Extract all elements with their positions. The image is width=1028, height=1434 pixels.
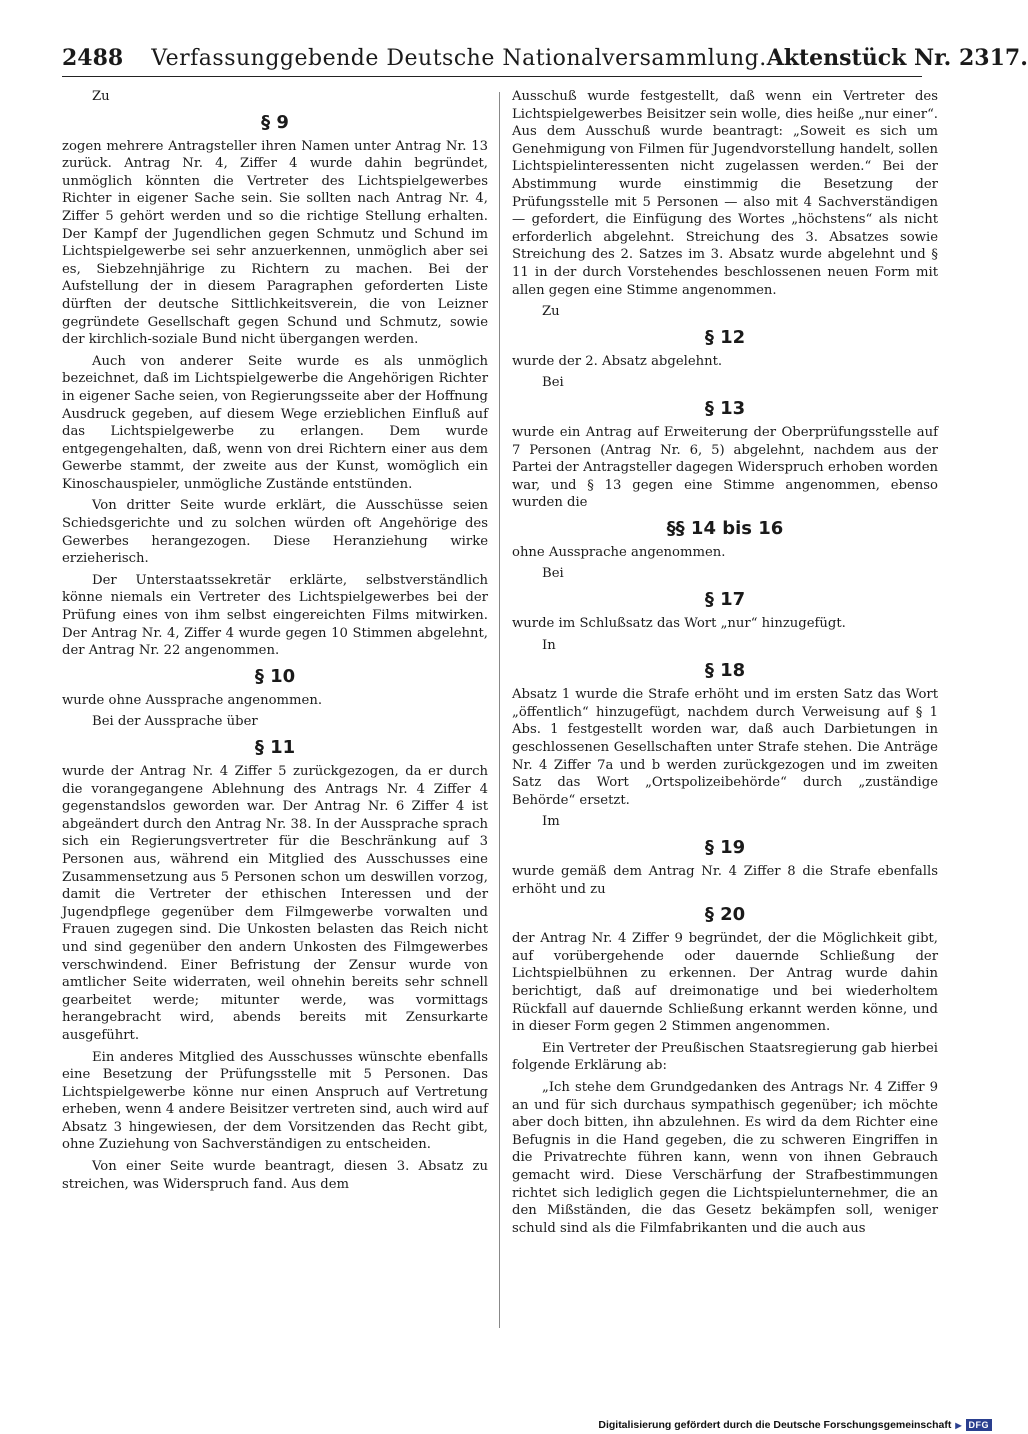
section-heading: § 9: [261, 111, 289, 133]
paragraph: wurde der 2. Absatz abgelehnt.: [512, 353, 723, 369]
section-intro: Bei: [542, 566, 564, 582]
paragraph: zogen mehrere Antragsteller ihren Namen unter Antrag Nr. 13 zurück. Antrag Nr. 4, Ziffer 4 wurde dahin begründet, unmöglich könnten die Vertreter des Lichtspielgewerbes Richter in eigener Sache sein. Sie sollten nach Antrag Nr. 4, Ziffer 5 gehört werden und so die richtige Stellung erhalten. Der Kampf der Jugendlichen gegen Schmutz und Schund im Lichtspielgewerbe sei sehr anzuerkennen, unmöglich aber sei es, Siebzehnjährige zu Richtern zu machen. Bei der Aufstellung der in diesem Paragraphen geforderten Liste dürften der deutsche Sittlichkeitsverein, die von Leizner gegründete Gesellschaft gegen Schund und Schmutz, sowie der kirchlich-soziale Bund nicht übergangen werden.: [62, 138, 488, 348]
page-header: [62, 44, 1028, 77]
section-intro: Bei: [542, 375, 564, 391]
section-intro: Zu: [92, 89, 110, 104]
section-heading: § 19: [704, 837, 746, 858]
page-title: Verfassunggebende Deutsche Nationalversammlung.: [151, 46, 767, 71]
arrow-icon: ▶: [955, 1420, 962, 1430]
column-divider: [499, 92, 500, 1328]
paragraph: Ein anderes Mitglied des Ausschusses wünschte ebenfalls eine Besetzung der Prüfungsstelle mit 5 Personen. Das Lichtspielgewerbe könne nur einen Anspruch auf Vertretung erheben, wenn 4 andere Beisitzer vertreten sind, auch wird auf Absatz 3 hingewiesen, der dem Vorsitzenden das Recht gibt, ohne Zuziehung von Sachverständigen zu entscheiden.: [62, 1049, 488, 1153]
dfg-logo: DFG: [966, 1419, 993, 1431]
section-intro: Im: [542, 814, 560, 830]
quotation: „Ich stehe dem Grundgedanken des Antrags Nr. 4 Ziffer 9 an und für sich durchaus sympathisch gegenüber; ich möchte aber doch bitten, ihn abzulehnen. Es wird da dem Richter eine Befugnis in die Hand gegeben, die zu schweren Eingriffen in die Privatrechte führen kann, wenn von ihnen Gebrauch gemacht wird. Diese Verschärfung der Strafbestimmungen richtet sich lediglich gegen die Lichtspielunternehmer, die an den Mißständen, die das Gesetz bekämpfen soll, weniger schuld sind als die Filmfabrikanten und die auch aus: [512, 1079, 938, 1236]
page-number: 2488: [62, 45, 124, 71]
paragraph: ohne Aussprache angenommen.: [512, 544, 726, 560]
paragraph: Von dritter Seite wurde erklärt, die Ausschüsse seien Schiedsgerichte und zu solchen würden oft Angehörige des Gewerbes herangezogen. Diese Heranziehung wirke erzieherisch.: [62, 498, 488, 567]
section-heading: § 18: [704, 660, 746, 682]
paragraph: Ausschuß wurde festgestellt, daß wenn ein Vertreter des Lichtspielgewerbes Beisitzer sein wolle, dies heiße „nur einer“. Aus dem Ausschuß wurde beantragt: „Soweit es sich um Genehmigung von Filmen für Jugendvorstellung handelt, sollen Lichtspielinteressenten nicht zugelassen werden.“ Bei der Abstimmung wurde einstimmig die Besetzung der Prüfungsstelle mit 5 Personen — also mit 4 Sachverständigen — gefordert, die Einfügung des Wortes „höchstens“ als nicht erforderlich abgelehnt. Streichung des 3. Absatzes sowie Streichung des 2. Satzes im 3. Absatz wurde abgelehnt und § 11 in der durch Vorstehendes beschlossenen neuen Form mit allen gegen eine Stimme angenommen.: [512, 89, 938, 298]
paragraph: wurde ohne Aussprache angenommen.: [62, 692, 323, 708]
paragraph: Absatz 1 wurde die Strafe erhöht und im ersten Satz das Wort „öffentlich“ hinzugefügt, nachdem durch Verweisung auf § 1 Abs. 1 festgestellt worden war, daß auch Darbietungen in geschlossenen Gesellschaften unter Strafe stehen. Die Anträge Nr. 4 Ziffer 7a und b werden zurückgezogen und im zweiten Satz das Wort „Ortspolizeibehörde“ durch „zuständige Behörde“ ersetzt.: [512, 687, 938, 808]
digitization-credit: [598, 1418, 992, 1432]
left-column: [62, 88, 488, 1340]
paragraph: der Antrag Nr. 4 Ziffer 9 begründet, der die Möglichkeit gibt, auf vorübergehende oder dauernde Schließung der Lichtspielbühnen zu erkennen. Der Antrag wurde dahin berichtigt, daß auf dreimonatige und bei wiederholtem Rückfall auf dauernde Schließung erkannt werden könne, und in dieser Form gegen 2 Stimmen angenommen.: [512, 931, 938, 1035]
document-number: Aktenstück Nr. 2317.: [766, 45, 1028, 71]
credit-text: Digitalisierung gefördert durch die Deutsche Forschungsgemeinschaft: [598, 1419, 952, 1431]
section-heading: § 10: [254, 665, 296, 687]
section-heading: § 13: [704, 397, 746, 419]
paragraph: Ein Vertreter der Preußischen Staatsregierung gab hierbei folgende Erklärung ab:: [512, 1040, 938, 1074]
section-intro: In: [542, 637, 556, 653]
section-intro: Zu: [542, 304, 560, 320]
paragraph: wurde im Schlußsatz das Wort „nur“ hinzugefügt.: [512, 616, 846, 632]
section-heading: § 12: [704, 326, 746, 348]
section-heading: § 11: [254, 737, 296, 758]
right-column: [512, 88, 938, 1340]
paragraph: wurde gemäß dem Antrag Nr. 4 Ziffer 8 die Strafe ebenfalls erhöht und zu: [512, 864, 938, 897]
paragraph: wurde der Antrag Nr. 4 Ziffer 5 zurückgezogen, da er durch die vorangegangene Ablehnung des Antrags Nr. 4 Ziffer 4 gegenstandslos geworden war. Der Antrag Nr. 6 Ziffer 4 ist abgeändert durch den Antrag Nr. 38. In der Aussprache sprach sich ein Regierungsvertreter für die Beschränkung auf 3 Personen aus, während ein Mitglied des Ausschusses eine Zusammensetzung aus 5 Personen schon um deswillen vorzog, damit die Vertreter der ethischen Interessen und der Jugendpflege gegenüber dem Filmgewerbe vorwalten und Frauen zugegen sind. Die Unkosten belasten das Reich nicht und sind gegenüber den andern Unkosten des Filmgewerbes verschwindend. Einer Befristung der Zensur wurde von amtlicher Seite widerraten, weil ohnehin bereits sehr schnell gearbeitet werde; mitunter werde, was vormittags herangebracht wird, abends bereits mit Zensurkarte ausgeführt.: [62, 764, 488, 1043]
section-intro: Bei der Aussprache über: [92, 714, 258, 730]
paragraph: Der Unterstaatssekretär erklärte, selbstverständlich könne niemals ein Vertreter des Lichtspielgewerbes bei der Prüfung eines von ihm selbst eingereichten Films mitwirken. Der Antrag Nr. 4, Ziffer 4 wurde gegen 10 Stimmen abgelehnt, der Antrag Nr. 22 angenommen.: [62, 572, 488, 659]
section-heading: § 17: [704, 589, 746, 611]
section-heading: § 20: [704, 904, 746, 926]
section-heading: §§ 14 bis 16: [666, 517, 784, 539]
paragraph: wurde ein Antrag auf Erweiterung der Oberprüfungsstelle auf 7 Personen (Antrag Nr. 6, 5) abgelehnt, nachdem aus der Partei der Antragsteller dagegen Widerspruch erhoben worden war, und § 13 gegen eine Stimme angenommen, ebenso wurden die: [512, 424, 938, 511]
paragraph: Von einer Seite wurde beantragt, diesen 3. Absatz zu streichen, was Widerspruch fand. Aus dem: [62, 1159, 488, 1192]
paragraph: Auch von anderer Seite wurde es als unmöglich bezeichnet, daß im Lichtspielgewerbe die Angehörigen Richter in eigener Sache seien, von Regierungsseite aber der Hoffnung Ausdruck gegeben, auf diesem Wege erzieblichen Einfluß auf das Lichtspielgewerbe zu erlangen. Dem wurde entgegengehalten, daß, wenn von drei Richtern einer aus dem Gewerbe stammt, der zweite aus der Kunst, womöglich ein Kinoschauspieler, unmögliche Zustände entstünden.: [62, 353, 488, 492]
